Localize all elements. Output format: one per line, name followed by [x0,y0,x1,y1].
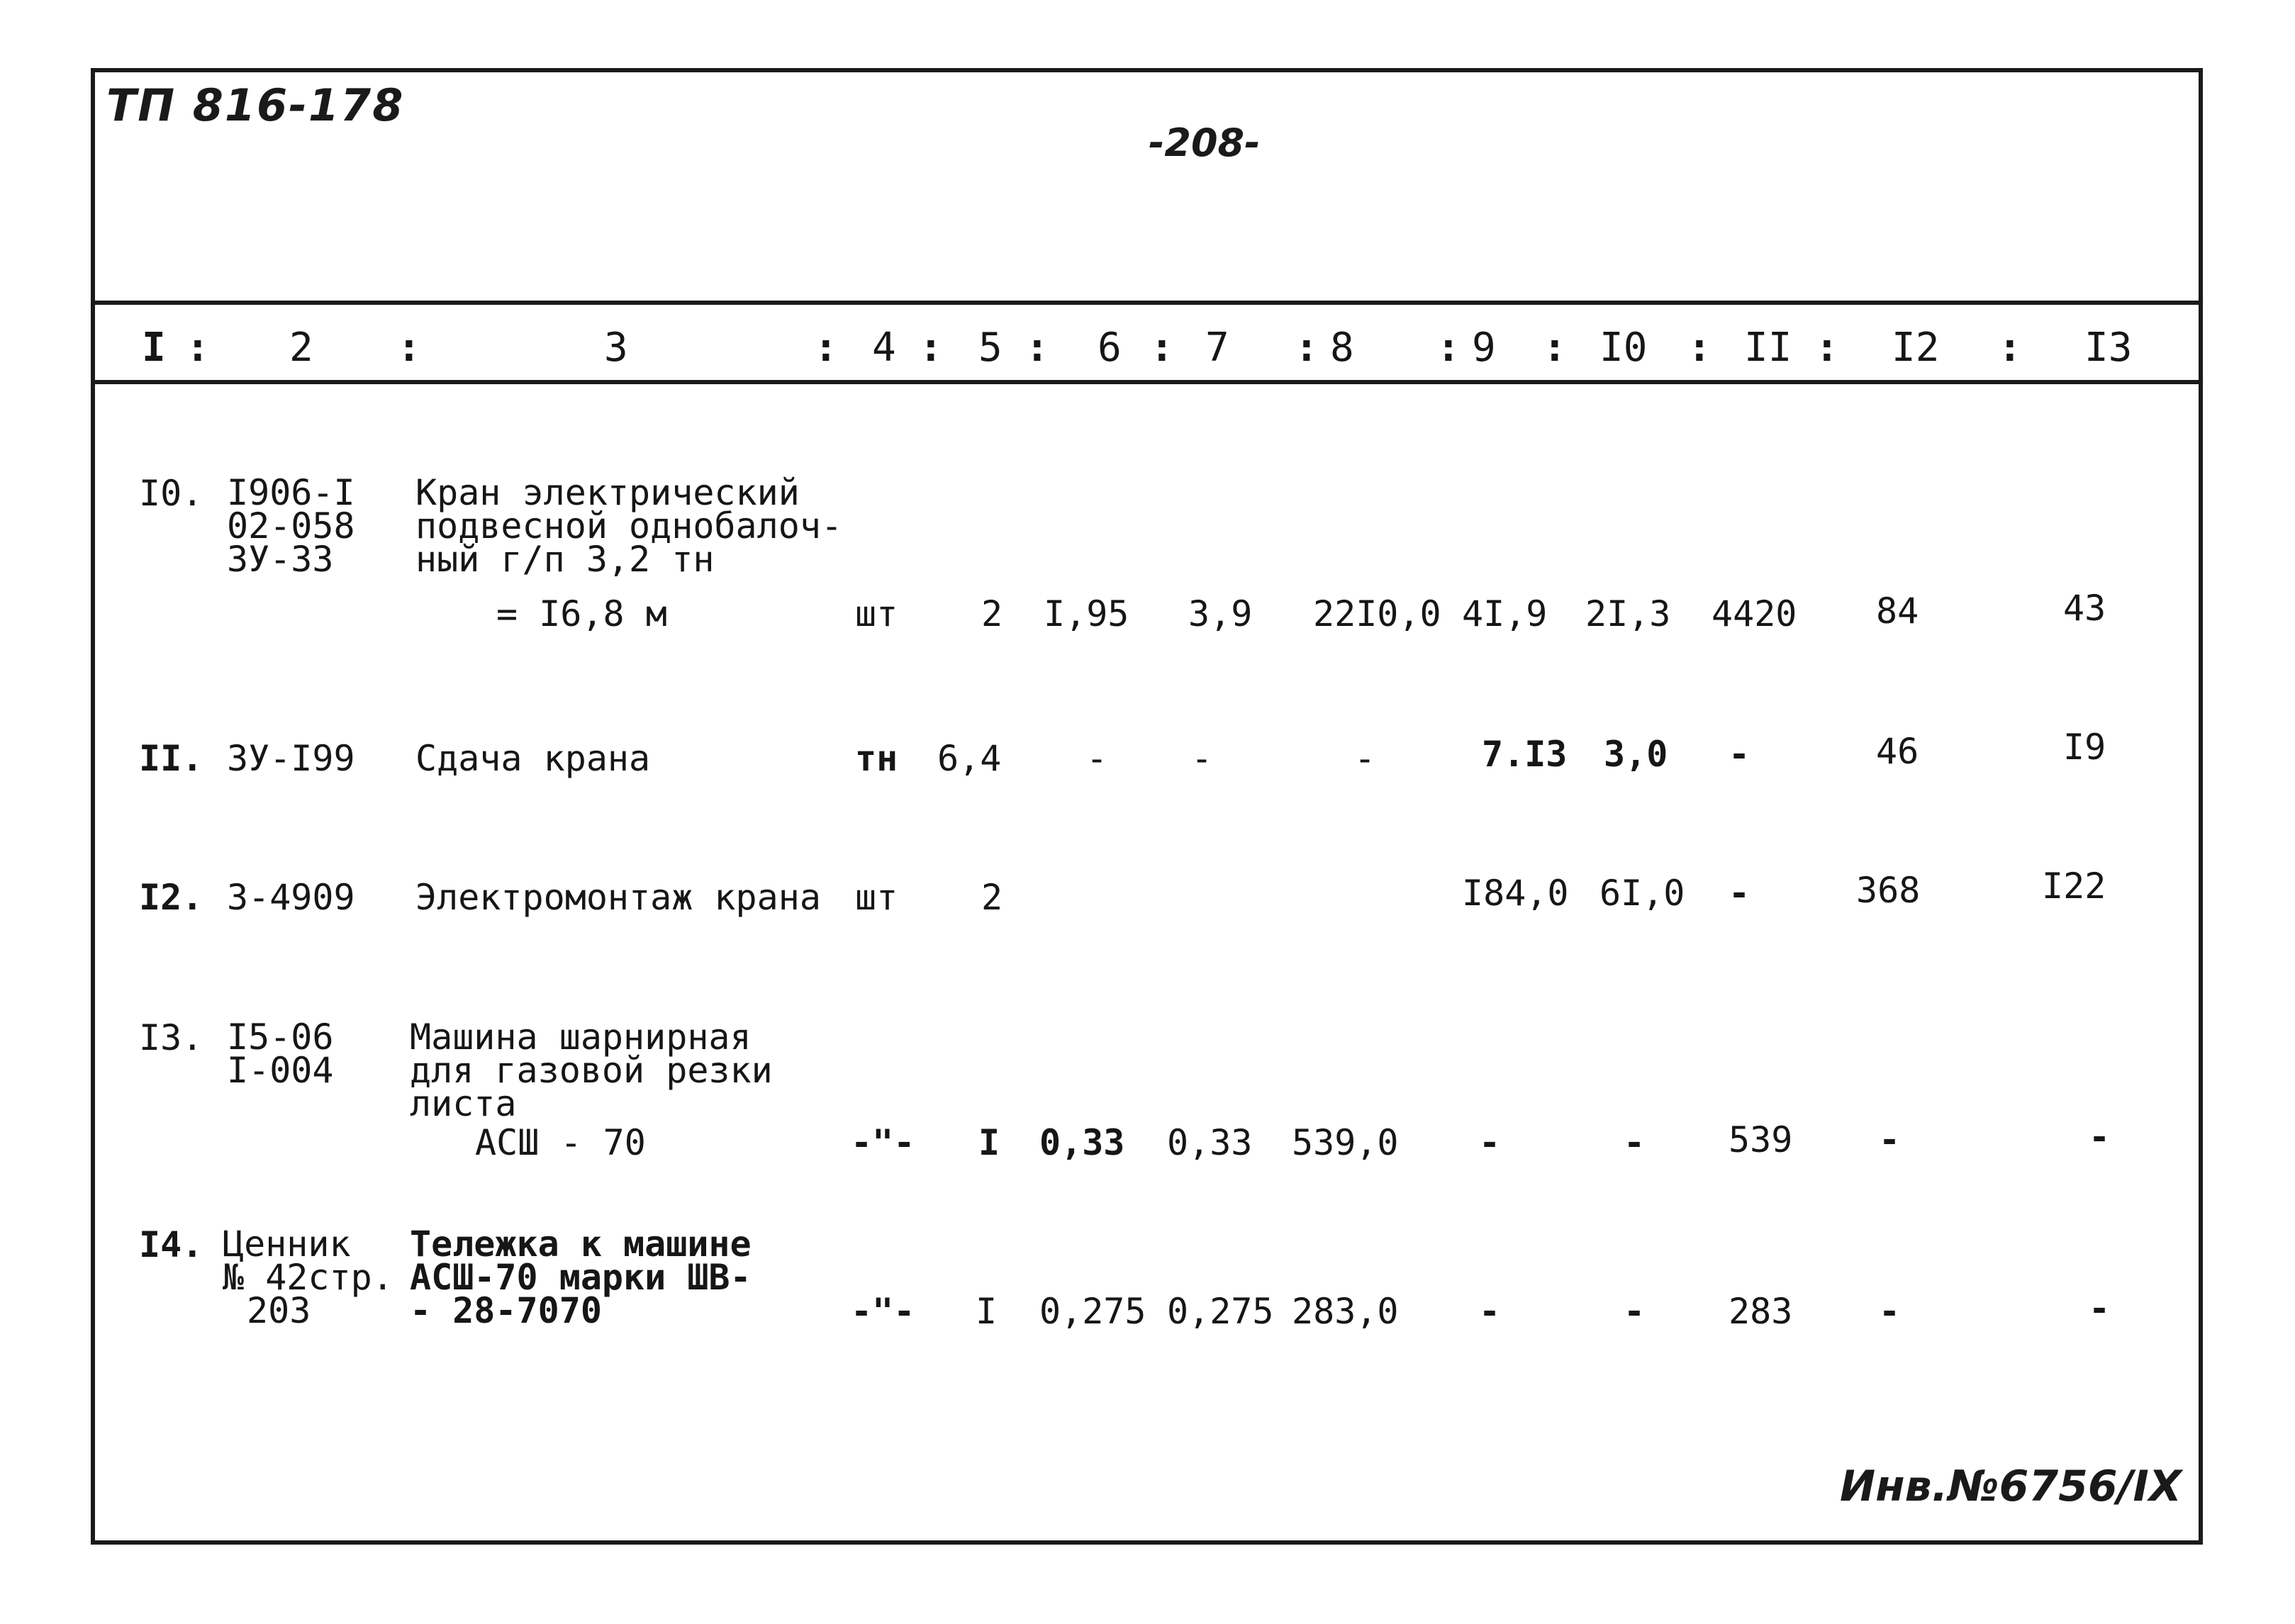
col12-cell: - [1879,1119,1901,1160]
col11-cell: 539 [1729,1119,1793,1160]
col-sep: : [1815,325,1839,371]
unit-cell: шт [855,593,898,634]
col10-cell: 2I,3 [1585,593,1671,634]
row-number: I4. [139,1224,203,1265]
row-description [410,1223,752,1331]
inventory-stamp: Инв.№6756/IX [1840,1462,2182,1511]
col11-cell: 283 [1729,1291,1793,1332]
col-header-11: II [1744,325,1792,371]
col6-cell: I,95 [1044,593,1129,634]
code-line: I-004 [227,1050,334,1091]
row-code [223,1223,393,1331]
col-header-8: 8 [1330,325,1354,371]
qty-cell: I [978,1122,1000,1163]
unit-cell: шт [855,877,898,918]
col9-cell: - [1479,1291,1501,1332]
col-header-3: 3 [604,325,628,371]
desc-line: ный г/п 3,2 тн [415,539,715,580]
col-header-4: 4 [872,325,896,371]
desc-line: АСШ-70 марки ШВ- [410,1257,752,1298]
row-description: Электромонтаж крана [415,877,821,918]
row-description-line: АСШ - 70 [475,1122,646,1163]
row-code: 3-4909 [227,877,355,918]
code-line: I5-06 [227,1017,334,1058]
col-sep: : [1436,325,1461,371]
desc-line: Кран электрический [415,472,800,513]
col-sep: : [814,325,838,371]
col13-cell: I22 [2042,866,2106,907]
code-line: 02-058 [227,505,355,547]
col-header-10: I0 [1599,325,1648,371]
col9-cell: - [1479,1122,1501,1163]
col-sep: : [919,325,943,371]
col9-cell: I84,0 [1462,873,1569,914]
col7-cell: 3,9 [1188,593,1253,634]
col7-cell: 0,275 [1167,1291,1274,1332]
col-sep: : [1998,325,2022,371]
col13-cell: - [2089,1116,2111,1158]
row-number: I3. [139,1017,203,1058]
unit-cell: -"- [851,1122,915,1163]
col-header-6: 6 [1098,325,1122,371]
col-sep: : [1543,325,1567,371]
col-sep: : [1025,325,1049,371]
col12-cell: 46 [1876,731,1919,772]
col10-cell: - [1624,1291,1646,1332]
col-sep: : [397,325,421,371]
col12-cell: - [1879,1291,1901,1332]
col7-cell: - [1191,738,1213,779]
col-header-12: I2 [1892,325,1940,371]
col6-cell: 0,275 [1039,1291,1146,1332]
code-line: Ценник [223,1223,351,1265]
col8-cell: - [1354,738,1376,779]
row-number: I0. [139,473,203,514]
col10-cell: 6I,0 [1599,873,1685,914]
desc-line: - 28-7070 [410,1290,602,1331]
document-code: ТП 816-178 [106,79,405,131]
code-line: I906-I [227,472,355,513]
qty-cell: I [976,1291,998,1332]
col10-cell: - [1624,1122,1646,1163]
col13-cell: I9 [2063,727,2106,768]
col-header-5: 5 [978,325,1003,371]
col6-cell: - [1086,738,1108,779]
qty-cell: 2 [981,877,1003,918]
code-line: ЗУ-33 [227,539,334,580]
col8-cell: 539,0 [1292,1122,1399,1163]
row-description [410,1017,773,1124]
desc-line: Машина шарнирная [410,1017,752,1058]
qty-cell: 6,4 [937,738,1002,779]
col10-cell: 3,0 [1604,734,1668,775]
col-header-13: I3 [2084,325,2133,371]
col11-cell: - [1729,873,1750,914]
col9-cell: 4I,9 [1462,593,1548,634]
row-description [415,472,843,580]
col-sep: : [1150,325,1174,371]
col12-cell: 84 [1876,590,1919,632]
col11-cell: 4420 [1712,593,1797,634]
header-rule-bottom [95,380,2199,384]
row-code [227,472,355,580]
desc-line: для газовой резки [410,1050,773,1091]
row-code: ЗУ-I99 [227,738,355,779]
col-sep: : [1295,325,1319,371]
col9-cell: 7.I3 [1482,734,1568,775]
col6-cell: 0,33 [1039,1122,1125,1163]
col-header-9: 9 [1472,325,1496,371]
col12-cell: 368 [1856,870,1921,911]
desc-line: Тележка к машине [410,1223,752,1265]
row-number: I2. [139,877,203,918]
col-header-1: I [142,325,166,371]
desc-line: подвесной однобалоч- [415,505,843,547]
header-rule-top [95,301,2199,305]
col-sep: : [186,325,210,371]
col13-cell: 43 [2063,588,2106,629]
page-number: -208- [1149,121,1261,165]
code-line: № 42стр. [223,1257,393,1298]
row-code [227,1017,334,1091]
unit-cell: тн [855,738,898,779]
col-header-2: 2 [289,325,313,371]
desc-line: листа [410,1083,517,1124]
code-line: 203 [247,1290,311,1331]
row-description-line: = I6,8 м [496,593,667,634]
qty-cell: 2 [981,593,1003,634]
col8-cell: 22I0,0 [1313,593,1441,634]
row-description: Сдача крана [415,738,651,779]
col8-cell: 283,0 [1292,1291,1399,1332]
col-sep: : [1687,325,1712,371]
unit-cell: -"- [851,1291,915,1332]
col13-cell: - [2089,1288,2111,1329]
row-number: II. [139,738,203,779]
col7-cell: 0,33 [1167,1122,1253,1163]
col11-cell: - [1729,734,1750,775]
col-header-7: 7 [1205,325,1229,371]
